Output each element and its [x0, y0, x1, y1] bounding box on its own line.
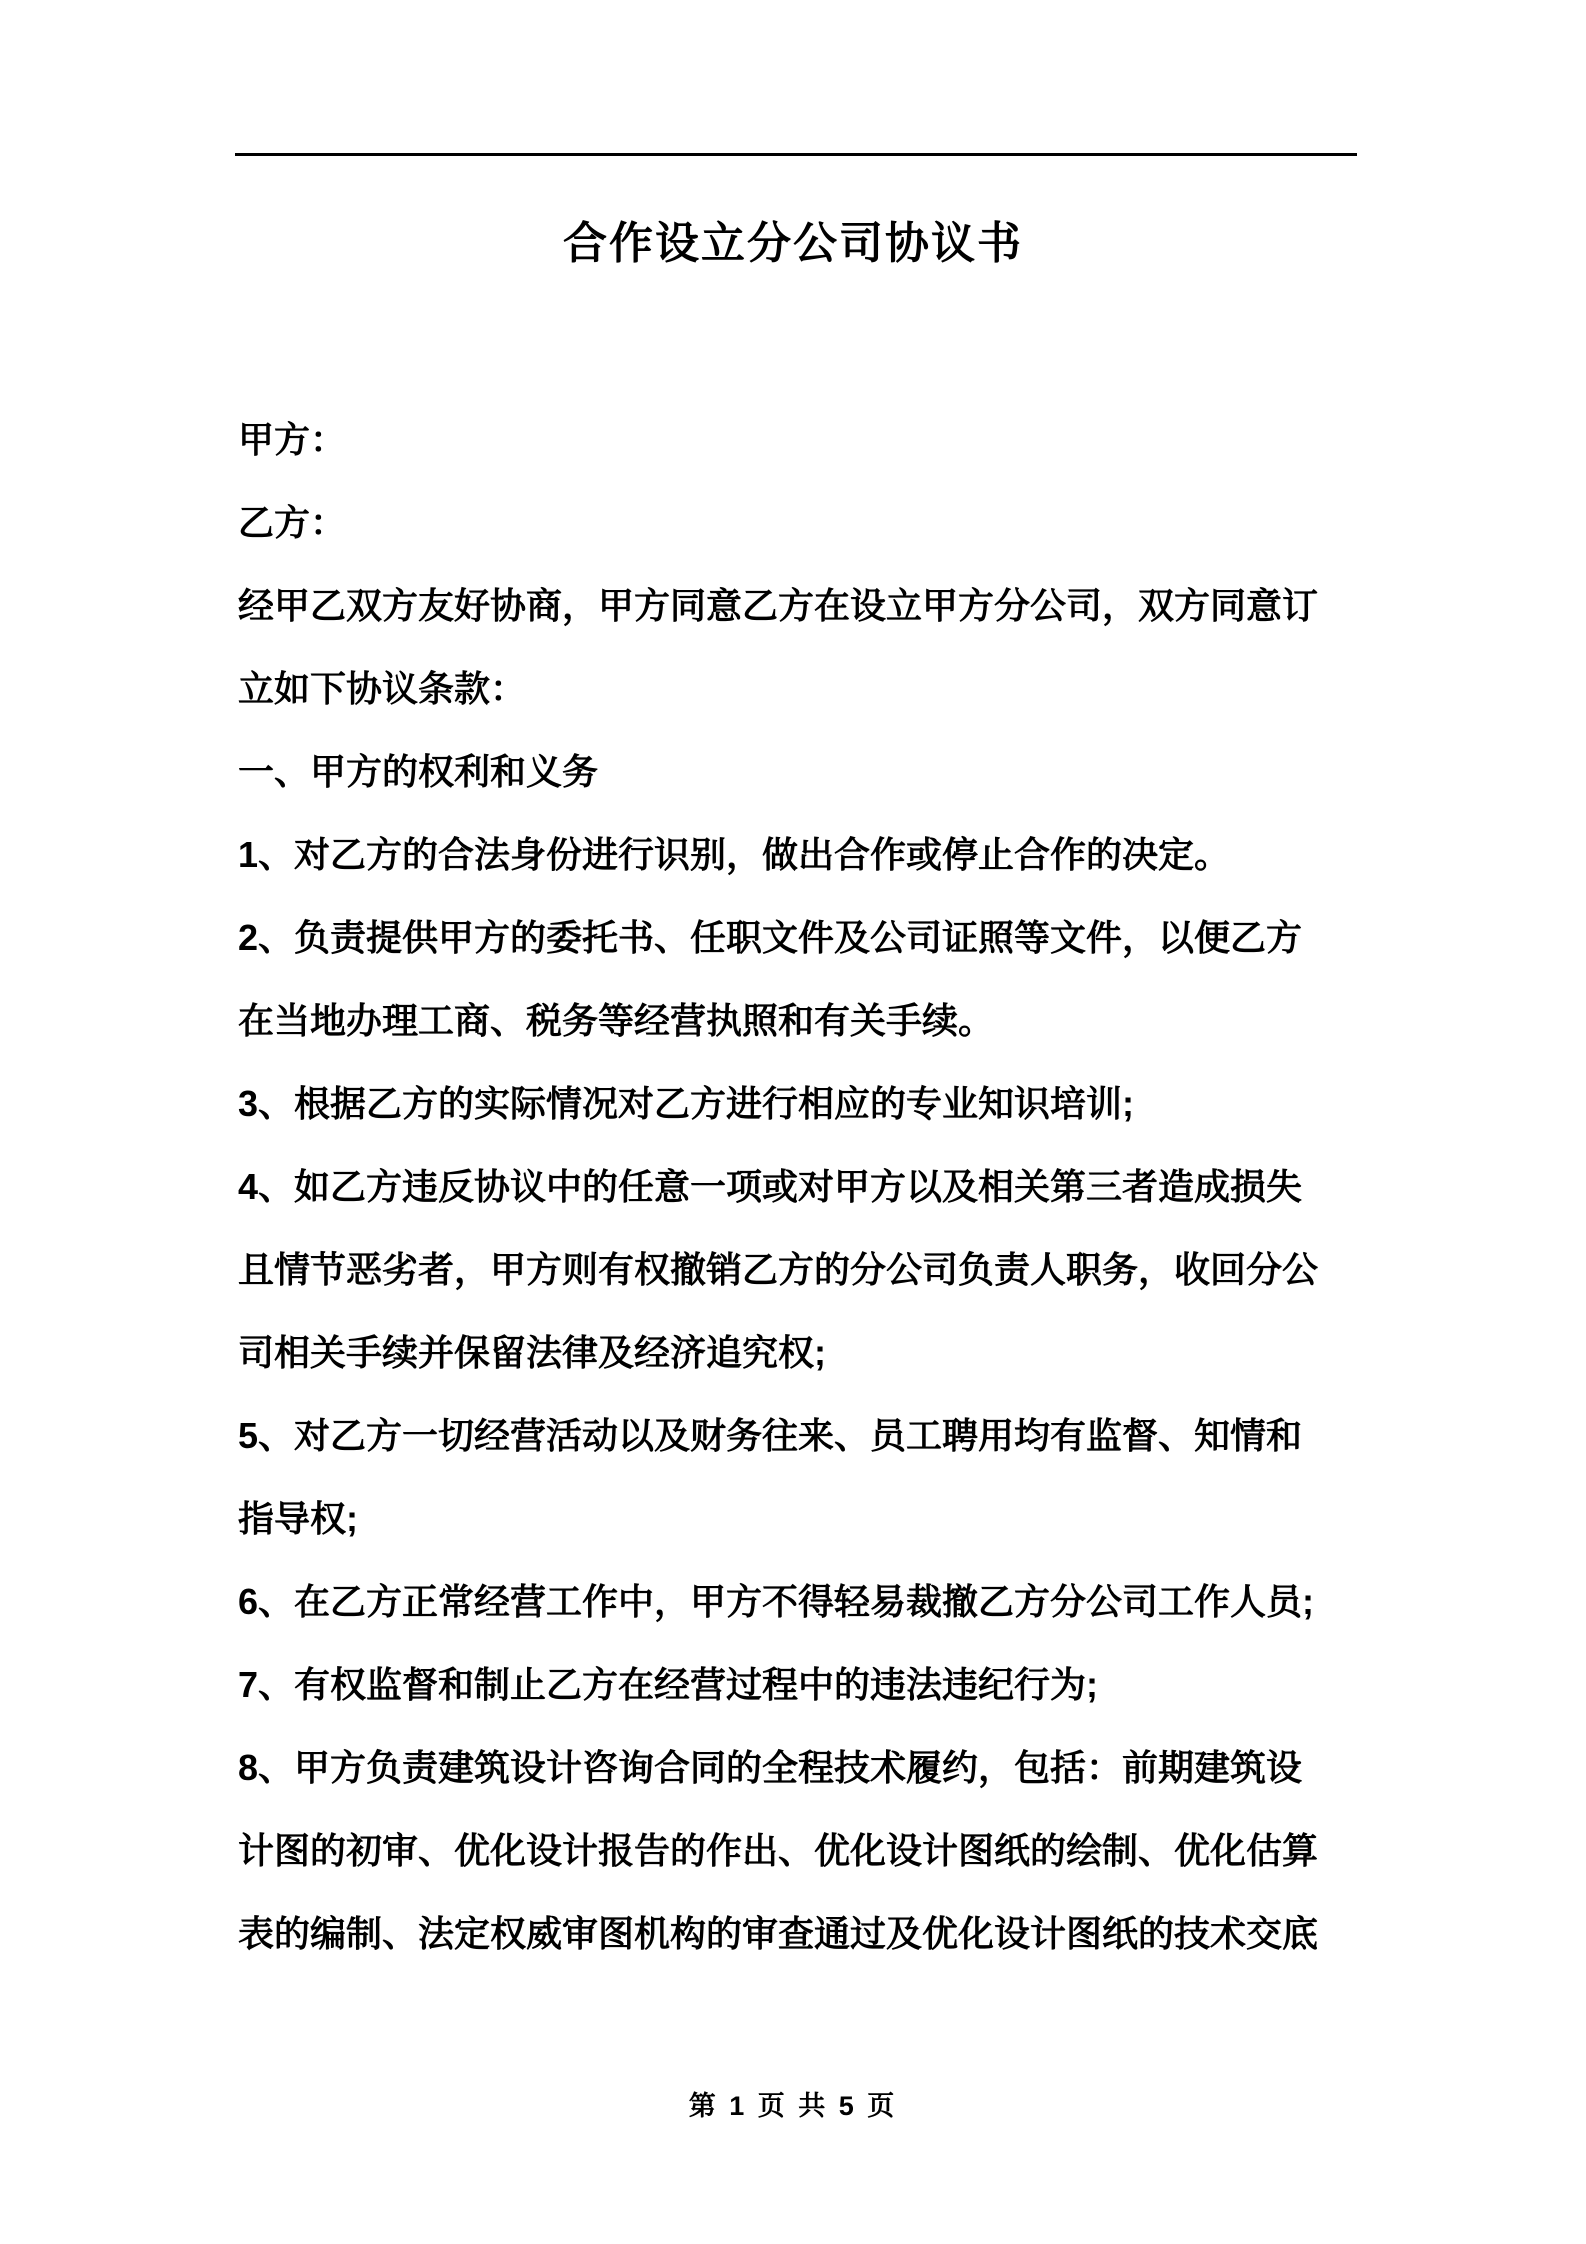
- body-line: 且情节恶劣者，甲方则有权撤销乙方的分公司负责人职务，收回分公: [238, 1249, 1319, 1290]
- body-line: 在当地办理工商、税务等经营执照和有关手续。: [238, 1000, 995, 1041]
- body-line: 3、根据乙方的实际情况对乙方进行相应的专业知识培训;: [238, 1083, 1135, 1124]
- body-line: 8、甲方负责建筑设计咨询合同的全程技术履约，包括：前期建筑设: [238, 1747, 1303, 1788]
- body-line: 经甲乙双方友好协商，甲方同意乙方在设立甲方分公司，双方同意订: [238, 585, 1319, 626]
- body-line: 指导权;: [238, 1498, 358, 1539]
- body-line: 1、对乙方的合法身份进行识别，做出合作或停止合作的决定。: [238, 834, 1231, 875]
- body-line: 5、对乙方一切经营活动以及财务往来、员工聘用均有监督、知情和: [238, 1415, 1303, 1456]
- body-line: 2、负责提供甲方的委托书、任职文件及公司证照等文件，以便乙方: [238, 917, 1303, 958]
- document-title: 合作设立分公司协议书: [563, 219, 1023, 268]
- body-line: 一、甲方的权利和义务: [238, 751, 599, 792]
- body-line: 立如下协议条款：: [238, 668, 527, 709]
- body-line: 7、有权监督和制止乙方在经营过程中的违法违纪行为;: [238, 1664, 1099, 1705]
- body-line: 乙方：: [238, 502, 347, 543]
- body-line: 计图的初审、优化设计报告的作出、优化设计图纸的绘制、优化估算: [238, 1830, 1319, 1871]
- header-divider-line: [235, 153, 1357, 156]
- body-line: 4、如乙方违反协议中的任意一项或对甲方以及相关第三者造成损失: [238, 1166, 1303, 1207]
- body-line: 甲方：: [238, 419, 347, 460]
- page-number-footer: 第 1 页 共 5 页: [688, 2091, 898, 2121]
- body-line: 司相关手续并保留法律及经济追究权;: [238, 1332, 826, 1373]
- body-line: 6、在乙方正常经营工作中，甲方不得轻易裁撤乙方分公司工作人员;: [238, 1581, 1315, 1622]
- document-body: [238, 398, 1368, 1975]
- body-line: 表的编制、法定权威审图机构的审查通过及优化设计图纸的技术交底: [238, 1913, 1319, 1954]
